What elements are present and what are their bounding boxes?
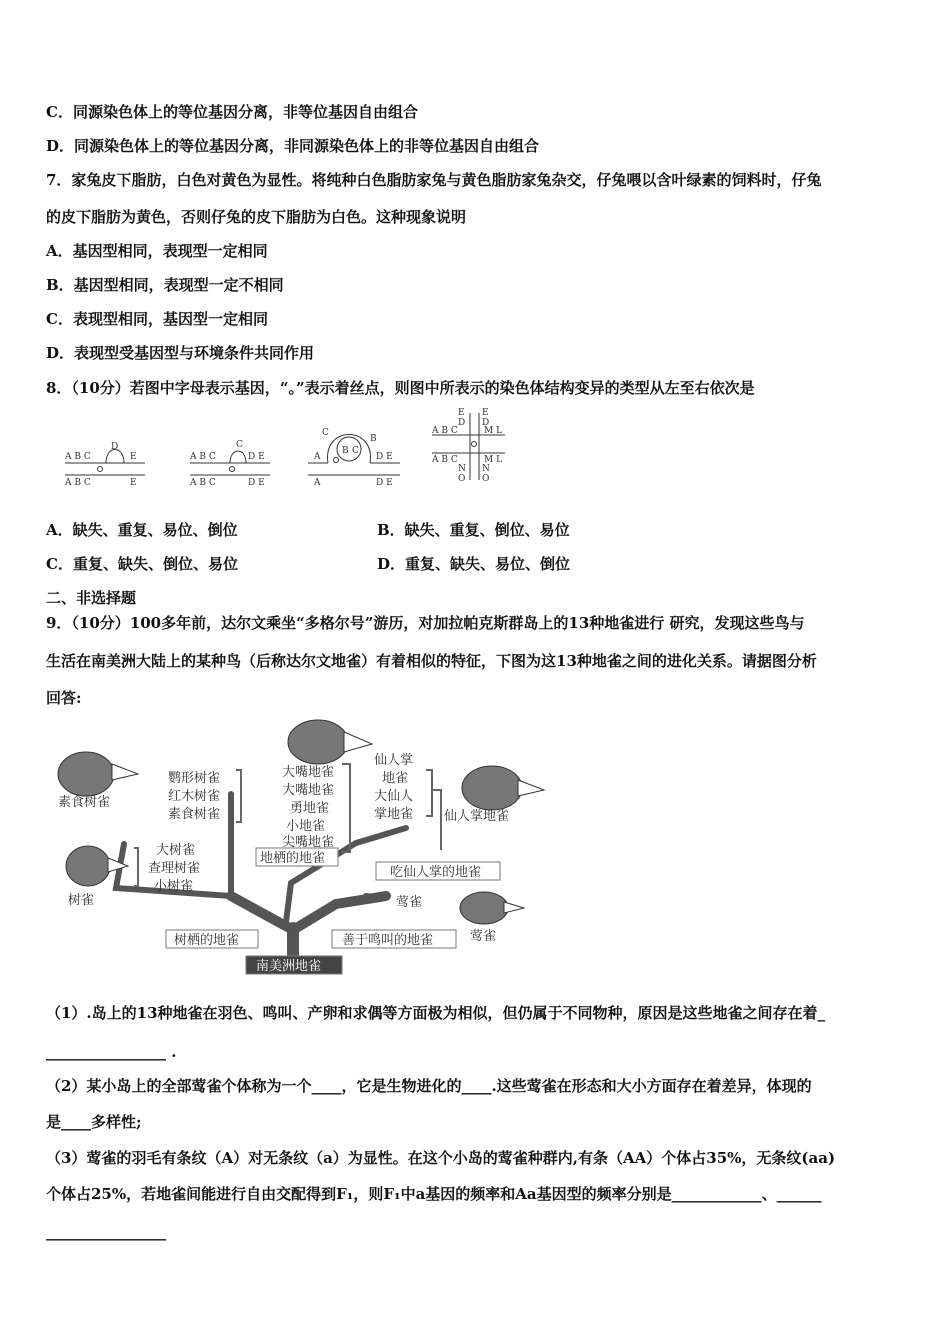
d4-ml1: M L [484,426,503,436]
ground-finch-2: 大嘴地雀 [282,783,335,798]
d3-gene-de: D E [376,452,393,462]
group-cactus: 吃仙人掌的地雀 [390,865,482,880]
q9-stem-line1: 9．（10分）100多年前，达尔文乘坐“多格尔号”游历，对加拉帕克斯群岛上的13种地雀进行 研究，发现这些鸟与 [46,614,805,632]
d4-n1: N [458,464,466,474]
chromosome-diagram [60,405,520,495]
group-ground: 地栖的地雀 [260,851,326,866]
group-tree-ground: 树栖的地雀 [174,933,240,948]
d4-o2: O [482,474,490,484]
q9-part3-line2: 个体占25%，若地雀间能进行自由交配得到F₁，则F₁中a基因的频率和Aa基因型的频率分别是____________、______ [46,1185,822,1203]
cactus-finch-3: 大仙人 [374,789,414,804]
warbler-finch-label: 莺雀 [470,929,497,944]
d2-top-right: D E [248,452,265,462]
tree-finch-2: 查理树雀 [148,861,201,876]
d4-e2: E [482,408,489,418]
tree-finch-1: 大树雀 [156,843,196,858]
q7-option-a: A．基因型相同，表现型一定相同 [46,242,268,260]
veg-finch-label: 素食树雀 [58,795,111,810]
q7-stem-line2: 的皮下脂肪为黄色，否则仔兔的皮下脂肪为白色。这种现象说明 [46,208,467,226]
d4-d2: D [482,418,490,428]
finch-evolution-tree [46,718,546,980]
ground-finch-5: 尖嘴地雀 [282,835,335,850]
d1-loop-gene: D [111,442,119,452]
q6-option-c: C．同源染色体上的等位基因分离，非等位基因自由组合 [46,103,418,121]
warbler-finch: 莺雀 [396,895,423,910]
d3-gene-a: A [314,452,321,462]
d4-d1: D [458,418,466,428]
d3-gene-c2: C [322,428,329,438]
q9-stem-line3: 回答: [46,689,82,707]
d1-bottom-genes: A B C [65,478,91,488]
d4-e1: E [458,408,465,418]
tree-root: 南美洲地雀 [256,959,322,974]
q9-part2-line1: （2）某小岛上的全部莺雀个体称为一个____，它是生物进化的____.这些莺雀在形态和大小方面存在着差异，体现的 [46,1077,812,1095]
q8-stem: 8．（10分）若图中字母表示基因，“。”表示着丝点，则图中所表示的染色体结构变异的类型从左至右依次是 [46,379,755,397]
ground-finch-3: 勇地雀 [290,801,330,816]
d3-gene-b2: B [370,434,377,444]
q7-option-b: B．基因型相同，表现型一定不相同 [46,276,284,294]
d2-loop-gene: C [236,440,243,450]
d1-bottom-right: E [130,478,137,488]
section-title: 二、非选择题 [46,589,137,607]
d1-top-genes: A B C [65,452,91,462]
d3-bottom-de: D E [376,478,393,488]
d4-abc1: A B C [432,426,458,436]
bird-head-icon [460,892,508,924]
q8-option-d: D．重复、缺失、易位、倒位 [377,555,571,573]
q6-option-d: D．同源染色体上的等位基因分离，非同源染色体上的非等位基因自由组合 [46,137,540,155]
q9-part3-blank[interactable]: ________________ [46,1223,166,1241]
ground-finch-1: 大嘴地雀 [282,765,335,780]
d1-top-right: E [130,452,137,462]
bird-head-icon [288,720,348,764]
tree-finch-3: 小树雀 [154,879,194,894]
d3-bottom-a: A [314,478,321,488]
q9-part1-blank[interactable]: ________________ . [46,1043,177,1061]
group-sing: 善于鸣叫的地雀 [342,933,434,948]
tree-finch-label: 树雀 [68,893,95,908]
d4-n2: N [482,464,490,474]
cactus-finch-1: 仙人掌 [374,753,414,768]
d4-ml2: M L [484,455,503,465]
q9-part1-line1: （1）.岛上的13种地雀在羽色、鸣叫、产卵和求偶等方面极为相似，但仍属于不同物种，原因是这些地雀之间存在着_ [46,1004,826,1022]
veg-finch-2: 红木树雀 [168,789,221,804]
d2-bottom-genes: A B C [190,478,216,488]
q9-part3-line1: （3）莺雀的羽毛有条纹（A）对无条纹（a）为显性。在这个小岛的莺雀种群内,有条（AA）个体占35%，无条纹(aa) [46,1149,836,1167]
bird-head-icon [58,752,114,796]
ground-finch-4: 小地雀 [286,819,326,834]
cactus-finch-2: 地雀 [382,771,409,786]
d4-abc2: A B C [432,455,458,465]
d2-bottom-right: D E [248,478,265,488]
cactus-finch-4: 掌地雀 [374,807,414,822]
q9-part2-line2: 是____多样性; [46,1113,142,1131]
d4-o1: O [458,474,466,484]
cactus-finch-label: 仙人掌地雀 [444,809,510,824]
bird-head-icon [462,766,522,810]
d3-gene-b: B [342,446,349,456]
q8-option-a: A．缺失、重复、易位、倒位 [46,521,238,539]
q8-option-b: B．缺失、重复、倒位、易位 [377,521,570,539]
q7-option-c: C．表现型相同，基因型一定相同 [46,310,268,328]
d2-top-genes: A B C [190,452,216,462]
d3-gene-c: C [352,446,359,456]
bird-head-icon [66,846,110,886]
veg-finch-1: 鹦形树雀 [168,771,221,786]
q7-stem-line1: 7．家兔皮下脂肪，白色对黄色为显性。将纯种白色脂肪家兔与黄色脂肪家兔杂交，仔兔喂以含叶绿素的饲料时，仔兔 [46,171,822,189]
q9-stem-line2: 生活在南美洲大陆上的某种鸟（后称达尔文地雀）有着相似的特征，下图为这13种地雀之间的进化关系。请据图分析 [46,652,817,670]
veg-finch-3: 素食树雀 [168,807,221,822]
q7-option-d: D．表现型受基因型与环境条件共同作用 [46,344,315,362]
q8-option-c: C．重复、缺失、倒位、易位 [46,555,238,573]
